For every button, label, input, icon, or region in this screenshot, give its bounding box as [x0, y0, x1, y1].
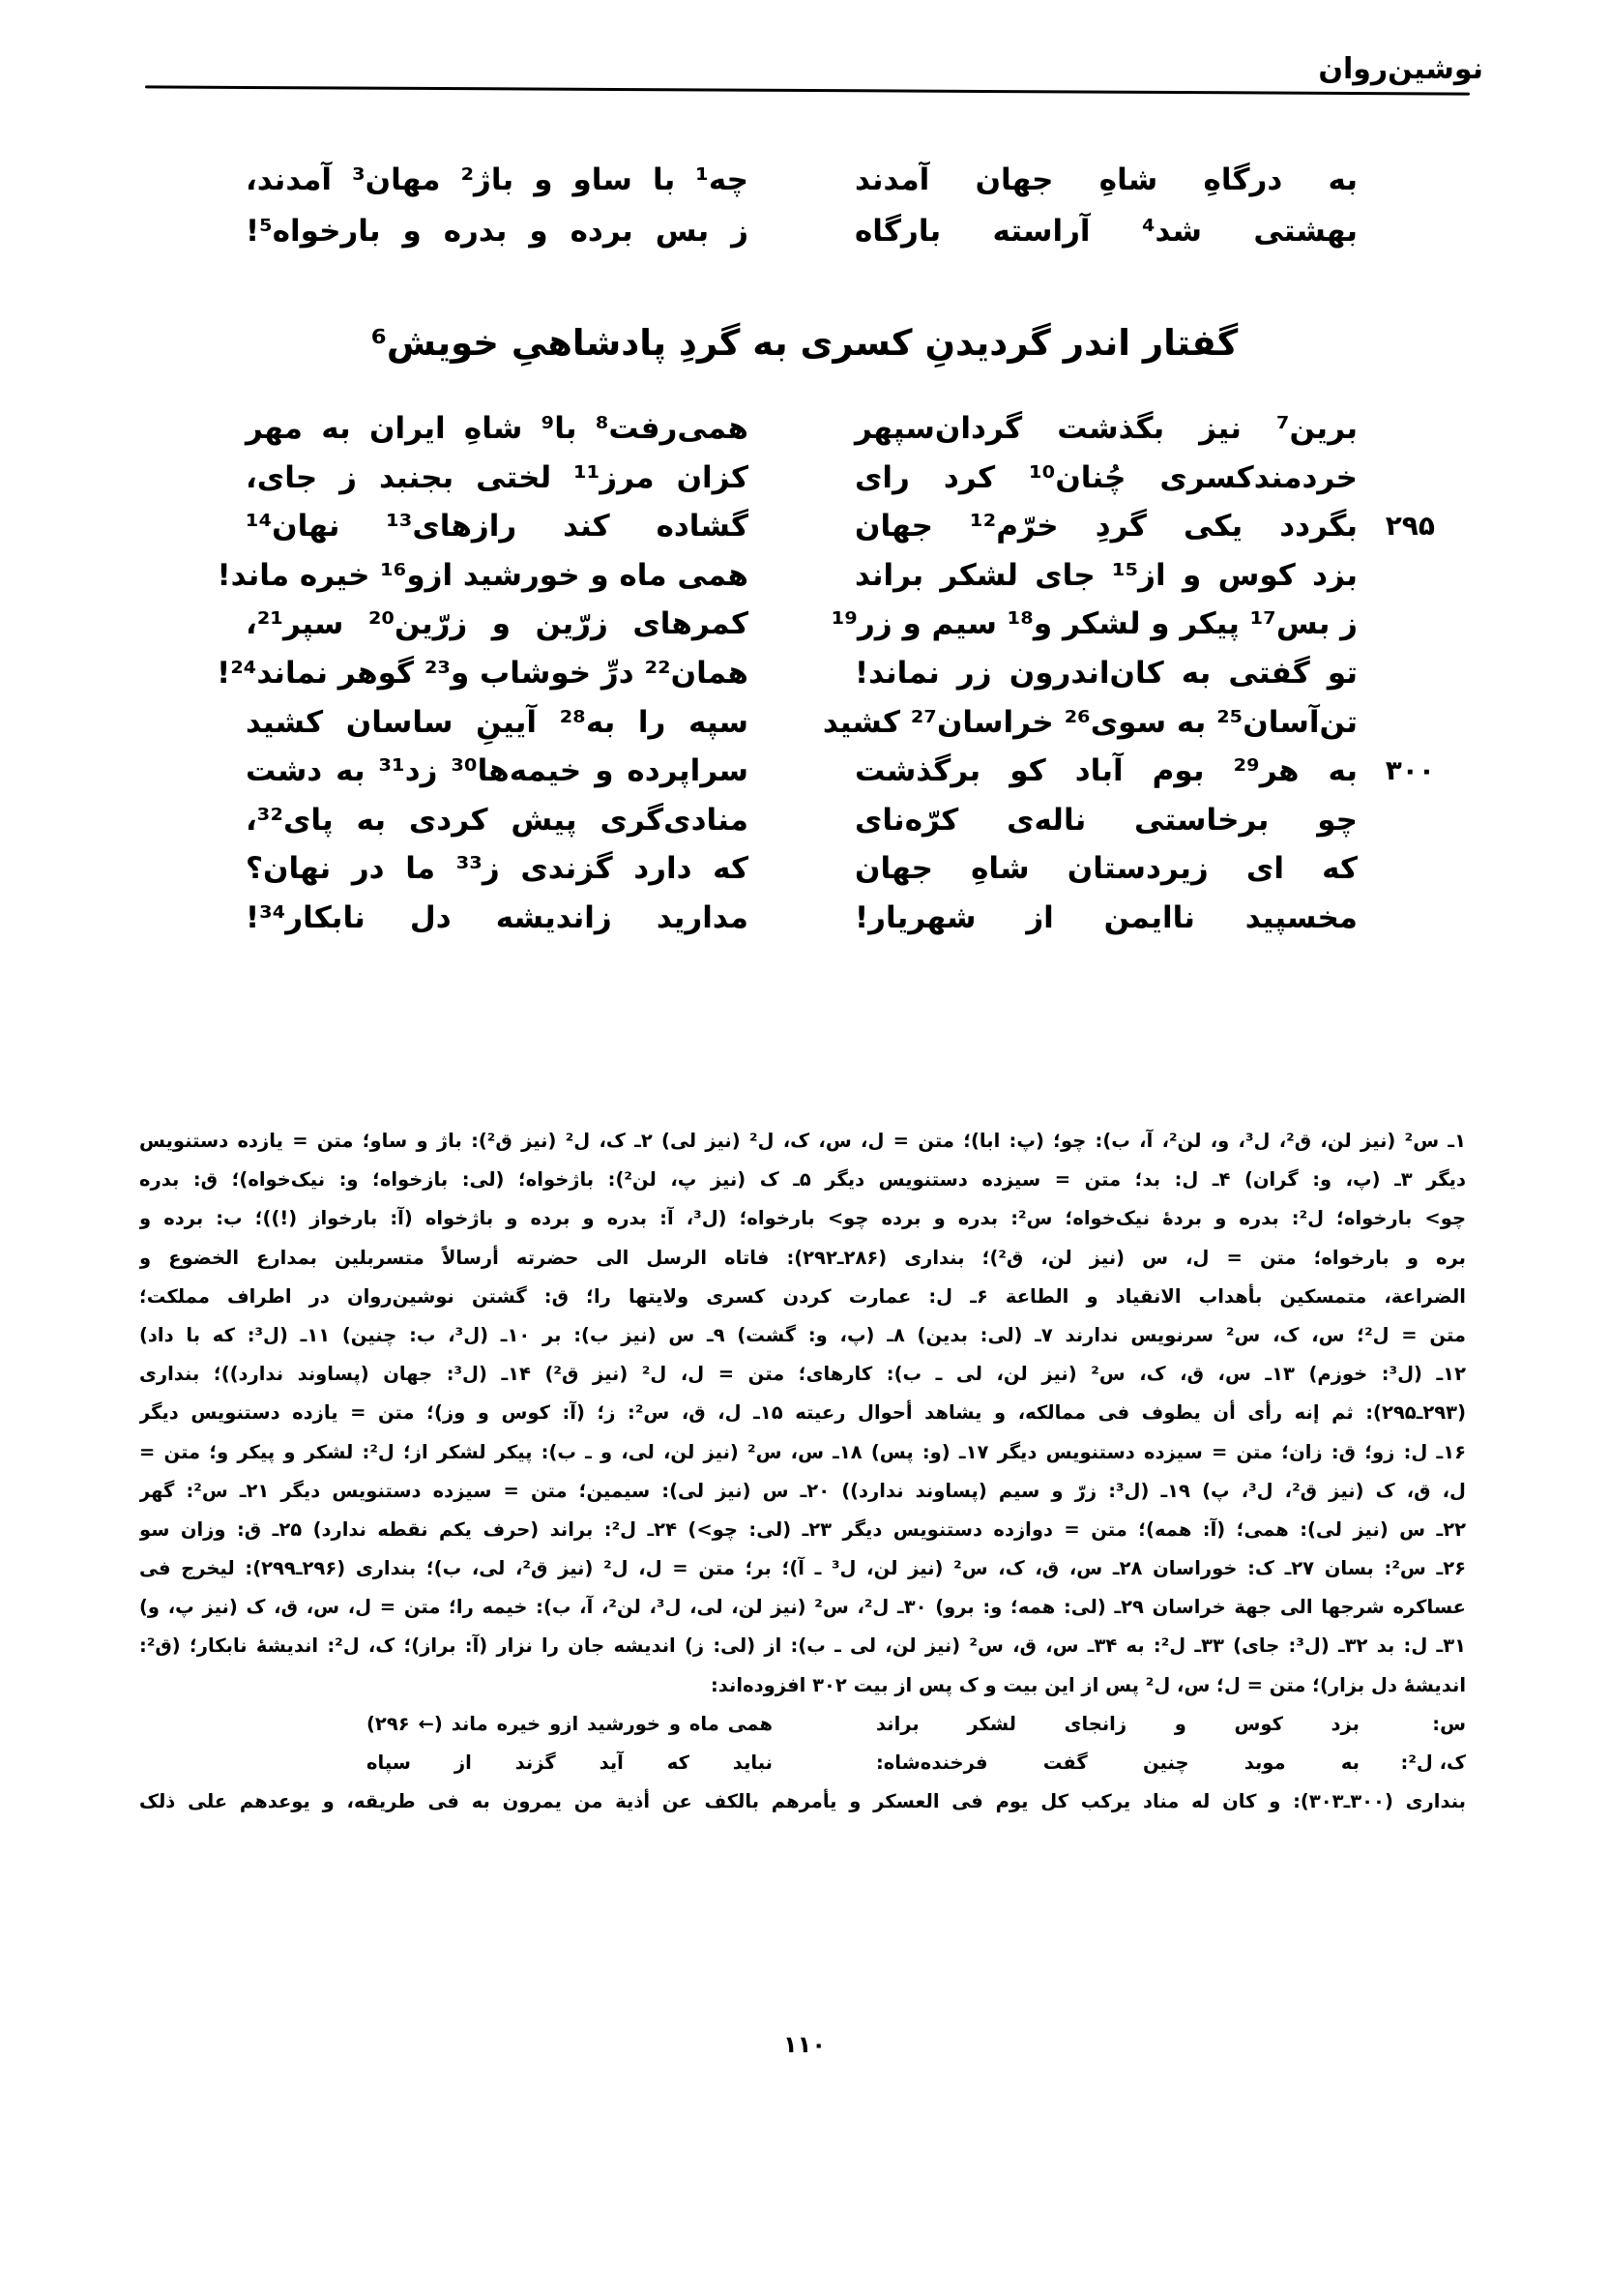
verse-number: ۳۰۰	[1385, 754, 1435, 787]
hemistich-second: که دارد گزندی ز³³ ما در نهان؟	[246, 851, 748, 887]
couplet	[246, 155, 1358, 206]
couplet	[246, 502, 1435, 551]
header-rule	[145, 85, 1470, 95]
hemistich-second: همی ماه و خورشید ازو¹⁶ خیره ماند!	[217, 557, 748, 593]
main-verse-block	[217, 404, 1435, 943]
hemistich-second: همان²² درِّ خوشاب و²³ گوهر نماند²⁴!	[217, 655, 748, 691]
hemistich-first: مخسپید ناایمن از شهریار!	[855, 899, 1358, 935]
hemistich-second: سپه را به²⁸ آیینِ ساسان کشید	[246, 704, 748, 740]
hemistich-first: ز بس¹⁷ پیکر و لشکر و¹⁸ سیم و زر¹⁹	[831, 606, 1358, 642]
footnotes	[139, 1122, 1466, 1821]
hemistich-first: بگردد یکی گردِ خرّم¹² جهان	[855, 509, 1358, 545]
footnote-line: ۳۱ـ ل: بد ۳۲ـ (ل³: جای) ۳۳ـ ل²: به ۳۴ـ س، ق، س² (نیز لن، لی ـ ب): از (لی: ز) اندیشه جان را نزار (آ: براز)؛ ک، ل²: اندیشهٔ نابکار؛ (ق²:	[139, 1634, 1466, 1658]
hemistich-first: تن‌آسان²⁵ به سوی²⁶ خراسان²⁷ کشید	[822, 704, 1358, 740]
hemistich-second: مدارید زاندیشه دل نابکار³⁴!	[246, 899, 748, 935]
hemistich-first: بزد کوس و زانجای لشکر براند	[876, 1712, 1360, 1735]
hemistich-first: بهشتی شد⁴ آراسته بارگاه	[855, 214, 1358, 249]
hemistich-first: بزد کوس و از¹⁵ جای لشکر براند	[855, 557, 1358, 593]
hemistich-first: تو گفتی به کان‌اندرون زر نماند!	[855, 655, 1358, 691]
page-number: ۱۱۰	[783, 2031, 826, 2058]
couplet	[217, 551, 1358, 601]
footnote-line: ۱۶ـ ل: زو؛ ق: زان؛ متن = سیزده دستنویس دیگر ۱۷ـ (و: پس) ۱۸ـ س، س² (نیز لن، لی، و ـ ب): پیکر لشکر از؛ ل²: لشکر و پیکر و؛ متن =	[139, 1440, 1466, 1463]
hemistich-second: همی ماه و خورشید ازو خیره ماند (← ۲۹۶)	[366, 1712, 773, 1735]
hemistich-second: چه¹ با ساو و باژ² مهان³ آمدند،	[246, 162, 748, 197]
hemistich-first: به درگاهِ شاهِ جهان آمدند	[855, 162, 1358, 197]
hemistich-first: برین⁷ نیز بگذشت گردان‌سپهر	[855, 411, 1358, 446]
couplet	[246, 454, 1358, 503]
couplet	[246, 404, 1358, 454]
footnote-line: اندیشهٔ دل بزار)؛ متن = ل؛ س، ل² پس از این بیت و ک پس از بیت ۳۰۲ افزوده‌اند:	[711, 1673, 1466, 1696]
footnote-line: بنداری (۳۰۰ـ۳۰۳): و کان له مناد یرکب کل یوم فی العسکر و یأمرهم بالکف عن أذیة من یمرون به فی طریقه، و یوعدهم علی ذلک	[139, 1789, 1466, 1812]
footnote-line: عساکره شرجها الی جهة خراسان ۲۹ـ (لی: همه؛ و: برو) ۳۰ـ ل²، س² (نیز لن، لی، ل³، لن²، آ، ب): خیمه را؛ متن = ل، س، ق، ک (نیز پ، و)	[139, 1596, 1466, 1619]
manuscript-label: س:	[1432, 1712, 1466, 1735]
footnote-line: ۲۶ـ س²: بسان ۲۷ـ ک: خوراسان ۲۸ـ س، ق، ک، س² (نیز لن، ل³ ـ آ)؛ بر؛ متن = ل، ل² (نیز ق²، لی، ب)؛ بنداری (۲۹۶ـ۲۹۹): لیخرج فی	[139, 1557, 1466, 1580]
couplet	[246, 600, 1358, 649]
hemistich-first: خردمندکسری چُنان¹⁰ کرد رای	[855, 459, 1358, 495]
footnote-line: متن = ل²؛ س، ک، س² سرنویس ندارند ۷ـ (لی: بدین) ۸ـ (پ، و: گشت) ۹ـ س (نیز ب): بر ۱۰ـ (ل³، ب: چنین) ۱۱ـ (ل³: که با داد)	[139, 1323, 1466, 1346]
footnote-line: چو> بارخواه؛ ل²: بدره و بردهٔ نیک‌خواه؛ س²: بدره و برده چو> بارخواه؛ (ل³، آ: بدره و برده و باژخواه (آ: بارخواز (!))؛ ب: برده و	[139, 1207, 1466, 1230]
footnote-added-verse	[139, 1705, 1466, 1744]
couplet	[217, 649, 1358, 698]
footnote-line: (۲۹۳ـ۲۹۵): ثم إنه رأی أن یطوف فی ممالکه، و یشاهد أحوال رعیته ۱۵ـ ل، ق، س²: ز؛ (آ: کوس و وز)؛ متن = یازده دستنویس دیگر	[139, 1401, 1466, 1425]
manuscript-label: ک، ل²:	[1400, 1751, 1466, 1774]
couplet	[246, 796, 1358, 845]
top-verse-block	[246, 155, 1358, 257]
footnote-line: بره و بارخواه؛ متن = ل، س (نیز لن، ق²)؛ بنداری (۲۸۶ـ۲۹۲): فاتاه الرسل الی حضرته أرسالاً متسربلین بمدارع الخضوع و	[139, 1246, 1466, 1269]
verse-number: ۲۹۵	[1385, 510, 1435, 543]
footnote-line: ۱ـ س² (نیز لن، ق²، ل³، و، لن²، آ، ب): چو؛ (پ: ابا)؛ متن = ل، س، ک، ل² (نیز لی) ۲ـ ک، ل² (نیز ق²): باژ و ساو؛ متن = یازده دستنویس	[139, 1130, 1466, 1152]
hemistich-second: منادی‌گری پیش کردی به پای³²،	[246, 802, 748, 838]
hemistich-second: کزان مرز¹¹ لختی بجنبد ز جای،	[246, 459, 748, 495]
hemistich-first: به موبد چنین گفت فرخنده‌شاه:	[876, 1751, 1360, 1774]
running-header: نوشین‌روان	[1318, 52, 1483, 86]
footnote-line: ۲۲ـ س (نیز لی): همی؛ (آ: همه)؛ متن = دوازده دستنویس دیگر ۲۳ـ (لی: چو>) ۲۴ـ ل²: براند (حرف یکم نقطه ندارد) ۲۵ـ ق: وزان سو	[139, 1517, 1466, 1541]
couplet	[246, 206, 1358, 257]
hemistich-second: ز بس برده و بدره و بارخواه⁵!	[246, 214, 748, 249]
footnote-line: ۱۲ـ (ل³: خوزم) ۱۳ـ س، ق، ک، س² (نیز لن، لی ـ ب): کارهای؛ متن = ل، ل² (نیز ق²) ۱۴ـ (ل³: جهان (پساوند ندارد))؛ بنداری	[139, 1363, 1466, 1386]
hemistich-first: به هر²⁹ بوم آباد کو برگذشت	[855, 753, 1358, 789]
couplet	[246, 894, 1358, 943]
hemistich-second: گشاده کند رازهای¹³ نهان¹⁴	[246, 509, 748, 545]
hemistich-second: کمرهای زرّین و زرّین²⁰ سپر²¹،	[246, 606, 748, 642]
couplet	[246, 747, 1435, 796]
section-heading: گفتار اندر گردیدنِ کسری به گردِ پادشاهیِ خویش⁶	[370, 322, 1239, 364]
hemistich-second: همی‌رفت⁸ با⁹ شاهِ ایران به مهر	[246, 411, 748, 446]
hemistich-first: چو برخاستی ناله‌ی کرّه‌نای	[855, 802, 1358, 838]
hemistich-second: نباید که آید گزند از سپاه	[366, 1751, 773, 1774]
footnote-added-verse	[139, 1744, 1466, 1782]
footnote-line: دیگر ۳ـ (پ، و: گران) ۴ـ ل: بد؛ متن = سیزده دستنویس دیگر ۵ـ ک (نیز پ، لن²): باژخواه؛ (لی: بازخواه؛ و: نیک‌خواه)؛ ق: بدره	[139, 1168, 1466, 1192]
couplet	[246, 698, 1358, 748]
hemistich-second: سراپرده و خیمه‌ها³⁰ زد³¹ به دشت	[246, 753, 748, 789]
footnote-line: ل، ق، ک (نیز ق²، ل³، پ) ۱۹ـ (ل³: زرّ و سیم (پساوند ندارد)) ۲۰ـ س (نیز لی): سیمین؛ متن = سیزده دستنویس دیگر ۲۱ـ س²: گهر	[139, 1479, 1466, 1502]
footnote-line: الضراعة، متمسکین بأهداب الانقیاد و الطاعة ۶ـ ل: عمارت کردن کسری ولایتها را؛ ق: گشتن نوشین‌روان در اطراف مملکت؛	[139, 1284, 1466, 1308]
couplet	[246, 844, 1358, 894]
hemistich-first: که ای زیردستان شاهِ جهان	[855, 851, 1358, 887]
